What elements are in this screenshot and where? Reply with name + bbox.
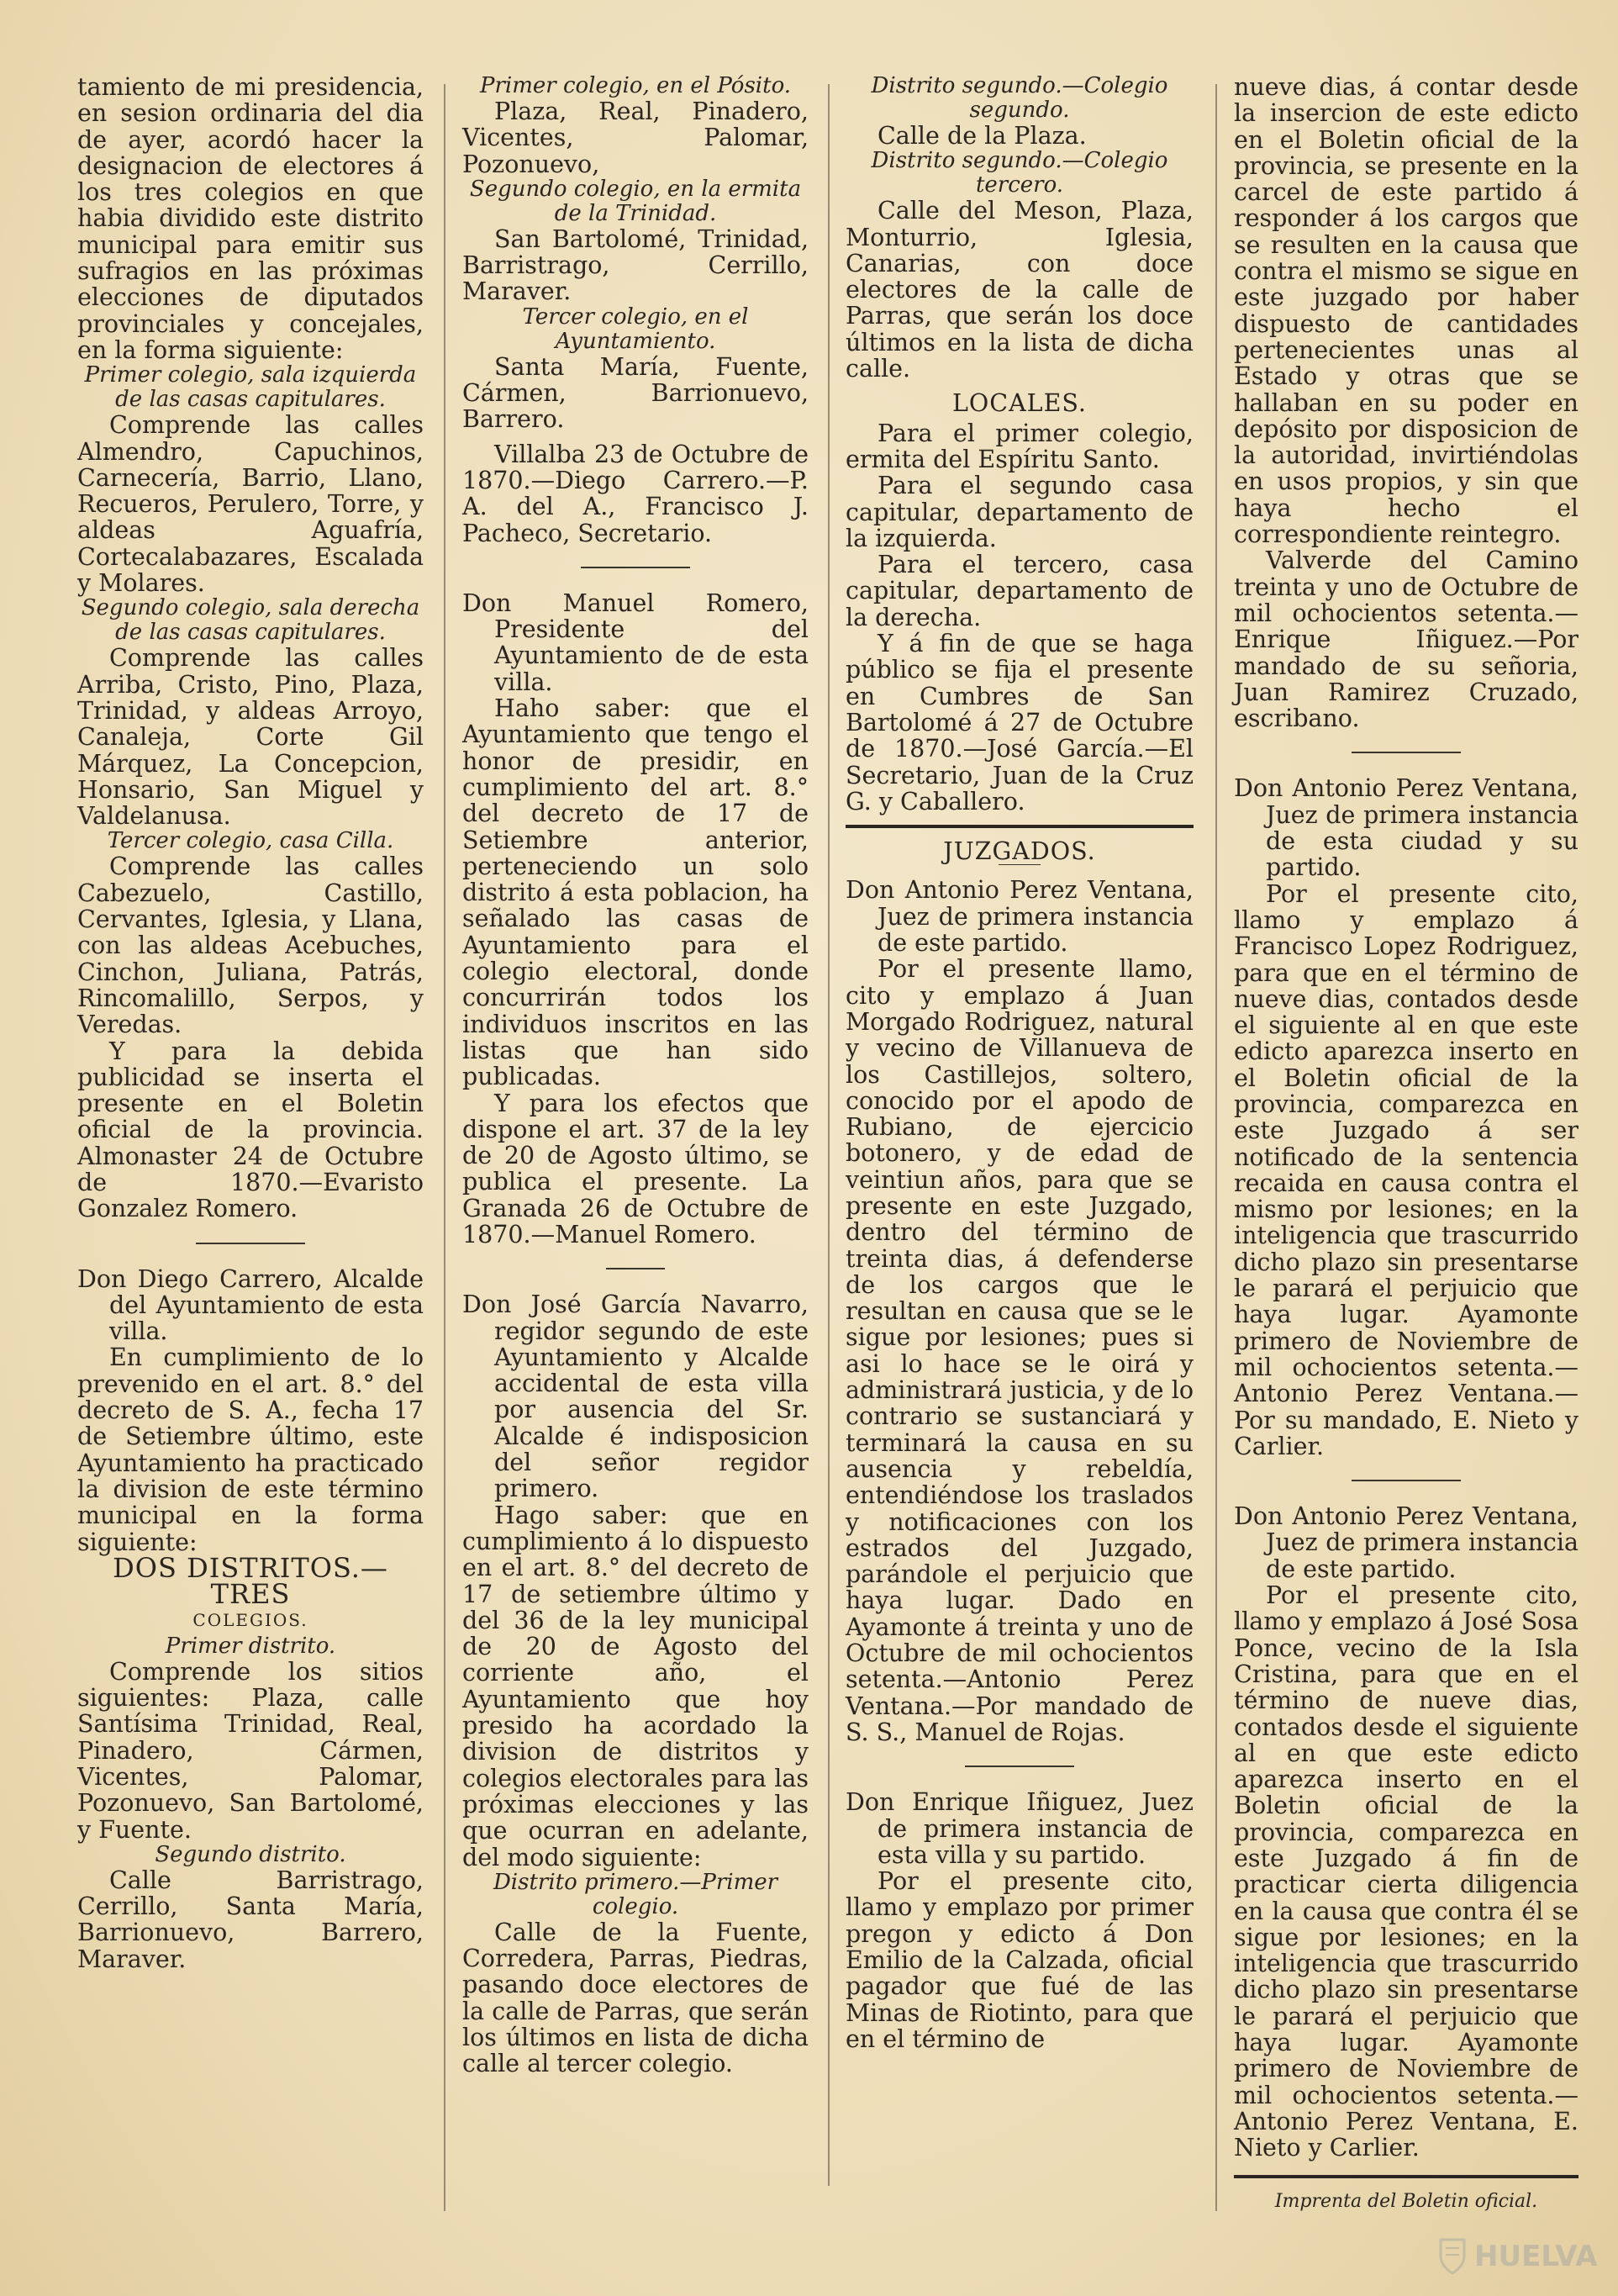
coat-of-arms-icon bbox=[1437, 2236, 1468, 2275]
section-heading: Distrito primero.—Primer colegio. bbox=[493, 1869, 778, 1919]
column-rule bbox=[444, 84, 445, 2211]
paragraph: Plaza, Real, Pinadero, Vicentes, Palomar, Pozonuevo, bbox=[462, 98, 809, 178]
watermark-label: HUELVA bbox=[1474, 2240, 1598, 2273]
paragraph: Y para la debida publicidad se inserta el presente en el Boletin oficial de la provincia. Almonaster 24 de Octubre de 1870.—Evaristo Gonzalez Romero. bbox=[77, 1037, 424, 1223]
separator bbox=[846, 825, 1194, 828]
paragraph: Santa María, Fuente, Cármen, Barrionuevo, Barrero. bbox=[462, 352, 809, 434]
section-subtitle: COLEGIOS. bbox=[192, 1610, 308, 1631]
column-rule bbox=[1215, 84, 1217, 2211]
paragraph: Por el presente cito, llamo y emplazo á José Sosa Ponce, vecino de la Isla Cristina, para que en el término de nueve dias, contados desde el siguiente al en que este edicto aparezca inserto en el Boletin oficial de la provincia, comparezca en este Juzgado á fin de practicar cierta diligencia en la causa que contra él se sigue por lesiones; en la inteligencia que trascurrido dicho plazo sin presentarse le parará el perjuicio que haya lugar. Ayamonte primero de Noviembre de mil ochocientos setenta.—Antonio Perez Ventana, E. Nieto y Carlier. bbox=[1234, 1581, 1578, 2162]
paragraph: Comprende los sitios siguientes: Plaza, calle Santísima Trinidad, Real, Pinadero, Cármen, Vicentes, Palomar, Pozonuevo, San Bartolomé, y Fuente. bbox=[77, 1657, 424, 1844]
paragraph: Para el segundo casa capitular, departamento de la izquierda. bbox=[846, 472, 1194, 552]
section-heading: Primer colegio, en el Pósito. bbox=[479, 73, 792, 98]
imprint: Imprenta del Boletin oficial. bbox=[1274, 2190, 1538, 2212]
column-3 bbox=[846, 74, 1194, 2052]
column-2 bbox=[462, 74, 809, 2077]
column-1 bbox=[77, 74, 424, 1972]
paragraph: Por el presente llamo, cito y emplazo á Juan Morgado Rodriguez, natural y vecino de Villanueva de los Castillejos, soltero, conocido por el apodo de Rubiano, de ejercicio botonero, y de edad de veintiun años, para que se presente en este Juzgado, dentro del término de treinta dias, á defenderse de los cargos que le resultan en causa que se le sigue por lesiones; pues si asi lo hace se le oirá y administrará justicia, y de lo contrario se sustanciará y terminará la causa en su ausencia y rebeldía, entendiéndose los traslados y notificaciones con los estrados del Juzgado, parándole el perjuicio que haya lugar. Dado en Ayamonte á treinta y uno de Octubre de mil ochocientos setenta.—Antonio Perez Ventana.—Por mandado de S. S., Manuel de Rojas. bbox=[846, 955, 1194, 1746]
section-heading: Primer distrito. bbox=[165, 1633, 336, 1659]
separator bbox=[1234, 2175, 1578, 2178]
paragraph: En cumplimiento de lo prevenido en el art. 8.° del decreto de S. A., fecha 17 de Setiembre último, este Ayuntamiento ha practicado la division de este término municipal en la forma siguiente: bbox=[77, 1343, 424, 1556]
section-heading: Distrito segundo.—Colegio segundo. bbox=[871, 73, 1168, 123]
notice-heading: Don José García Navarro, regidor segundo de este Ayuntamiento y Alcalde accidental de esta villa por ausencia del Sr. Alcalde é indisposicion del señor regidor primero. bbox=[462, 1291, 809, 1503]
watermark bbox=[1437, 2236, 1597, 2277]
section-heading: Segundo colegio, sala derecha de las casas capitulares. bbox=[81, 595, 420, 646]
notice-heading: Don Enrique Iñiguez, Juez de primera instancia de esta villa y su partido. bbox=[846, 1788, 1194, 1869]
paragraph: Haho saber: que el Ayuntamiento que tengo el honor de presidir, en cumplimiento del art. 8.° del decreto de 17 de Setiembre anterior, perteneciendo un solo distrito á esta poblacion, ha señalado las casas de Ayuntamiento para el colegio electoral, donde concurrirán todos los individuos inscritos en las listas que han sido publicadas. bbox=[462, 694, 809, 1091]
section-title: JUZGADOS. bbox=[943, 837, 1096, 866]
column-rule bbox=[828, 84, 830, 2186]
section-heading: Tercer colegio, casa Cilla. bbox=[107, 828, 394, 854]
section-title: DOS DISTRITOS.—TRES bbox=[113, 1551, 388, 1611]
paragraph: Y para los efectos que dispone el art. 37 de la ley de 20 de Agosto último, se publica el presente. La Granada 26 de Octubre de 1870.—Manuel Romero. bbox=[462, 1089, 809, 1248]
section-heading: Segundo colegio, en la ermita de la Trinidad. bbox=[469, 176, 802, 226]
separator bbox=[965, 1766, 1074, 1767]
notice-heading: Don Antonio Perez Ventana, Juez de primera instancia de esta ciudad y su partido. bbox=[1234, 774, 1578, 882]
paragraph: Y á fin de que se haga público se fija el presente en Cumbres de San Bartolomé á 27 de Octubre de 1870.—José García.—El Secretario, Juan de la Cruz G. y Caballero. bbox=[846, 630, 1194, 815]
paragraph: Para el primer colegio, ermita del Espíritu Santo. bbox=[846, 419, 1194, 473]
paragraph: Villalba 23 de Octubre de 1870.—Diego Carrero.—P. A. del A., Francisco J. Pacheco, Secretario. bbox=[462, 440, 809, 547]
paragraph: Comprende las calles Arriba, Cristo, Pino, Plaza, Trinidad, y aldeas Arroyo, Canaleja, Corte Gil Márquez, La Concepcion, Honsario, San Miguel y Valdelanusa. bbox=[77, 644, 424, 831]
paragraph: Calle Barristrago, Cerrillo, Santa María, Barrionuevo, Barrero, Maraver. bbox=[77, 1866, 424, 1973]
section-heading: Tercer colegio, en el Ayuntamiento. bbox=[522, 303, 749, 354]
paragraph: Calle de la Fuente, Corredera, Parras, Piedras, pasando doce electores de la calle de Parras, que serán los últimos en lista de dicha calle al tercer colegio. bbox=[462, 1918, 809, 2078]
section-title: LOCALES. bbox=[952, 389, 1087, 418]
paragraph: Calle de la Plaza. bbox=[878, 122, 1087, 150]
separator bbox=[1352, 752, 1461, 753]
notice-heading: Don Antonio Perez Ventana, Juez de primera instancia de este partido. bbox=[846, 876, 1194, 958]
paragraph: nueve dias, á contar desde la insercion de este edicto en el Boletin oficial de la provincia, se presente en la carcel de este partido á responder á los cargos que se resulten en la causa que contra el mismo se sigue en este juzgado por haber dispuesto de cantidades pertenecientes unas al Estado y otras que se hallaban en su poder en depósito por disposicion de la autoridad, invirtiéndolas en usos propios, y sin que haya hecho el correspondiente reintegro. bbox=[1234, 73, 1578, 549]
paragraph: Para el tercero, casa capitular, departamento de la derecha. bbox=[846, 551, 1194, 631]
section-heading: Distrito segundo.—Colegio tercero. bbox=[871, 148, 1168, 198]
notice-heading: Don Antonio Perez Ventana, Juez de primera instancia de este partido. bbox=[1234, 1502, 1578, 1583]
notice-heading: Don Manuel Romero, Presidente del Ayuntamiento de de esta villa. bbox=[462, 589, 809, 696]
paragraph: Hago saber: que en cumplimiento á lo dispuesto en el art. 8.° del decreto de 17 de setiembre último y del 36 de la ley municipal de 20 de Agosto del corriente año, el Ayuntamiento que hoy presido ha acordado la division de distritos y colegios electorales para las próximas elecciones y las que ocurran en adelante, del modo siguiente: bbox=[462, 1501, 809, 1871]
paragraph: San Bartolomé, Trinidad, Barristrago, Cerrillo, Maraver. bbox=[462, 224, 809, 306]
paragraph: Valverde del Camino treinta y uno de Octubre de mil ochocientos setenta.—Enrique Iñiguez.—Por mandado de su señoria, Juan Ramirez Cruzado, escribano. bbox=[1234, 546, 1578, 733]
separator bbox=[196, 1243, 305, 1244]
section-heading: Primer colegio, sala izquierda de las casas capitulares. bbox=[84, 362, 417, 413]
section-heading: Segundo distrito. bbox=[155, 1841, 346, 1867]
paragraph: Por el presente cito, llamo y emplazo á Francisco Lopez Rodriguez, para que en el término de nueve dias, contados desde el siguiente al en que este edicto aparezca inserto en el Boletin oficial de la provincia, comparezca en este Juzgado á ser notificado de la sentencia recaida en causa contra el mismo por lesiones; en la inteligencia que trascurrido dicho plazo sin presentarse le parará el perjuicio que haya lugar. Ayamonte primero de Noviembre de mil ochocientos setenta.—Antonio Perez Ventana.—Por su mandado, E. Nieto y Carlier. bbox=[1234, 879, 1578, 1460]
separator bbox=[1352, 1480, 1461, 1481]
paragraph: Calle del Meson, Plaza, Monturrio, Iglesia, Canarias, con doce electores de la calle de Parras, que serán los doce últimos en la lista de dicha calle. bbox=[846, 197, 1194, 383]
paragraph: Comprende las calles Almendro, Capuchinos, Carnecería, Barrio, Llano, Recueros, Perulero, Torre, y aldeas Aguafría, Cortecalabazares, Escalada y Molares. bbox=[77, 411, 424, 598]
separator bbox=[606, 1268, 665, 1269]
paragraph: Comprende las calles Cabezuelo, Castillo, Cervantes, Iglesia, y Llana, con las aldeas Acebuches, Cinchon, Juliana, Patrás, Rincomalillo, Serpos, y Veredas. bbox=[77, 852, 424, 1039]
paragraph: tamiento de mi presidencia, en sesion ordinaria del dia de ayer, acordó hacer la designacion de electores á los tres colegios en que habia dividido este distrito municipal para emitir sus sufragios en las próximas elecciones de diputados provinciales y concejales, en la forma siguiente: bbox=[77, 73, 424, 364]
paragraph: Por el presente cito, llamo y emplazo por primer pregon y edicto á Don Emilio de la Calzada, oficial pagador que fué de las Minas de Riotinto, para que en el término de bbox=[846, 1867, 1194, 2053]
separator bbox=[581, 567, 690, 568]
notice-heading: Don Diego Carrero, Alcalde del Ayuntamiento de esta villa. bbox=[77, 1264, 424, 1346]
column-4 bbox=[1234, 74, 1578, 2214]
